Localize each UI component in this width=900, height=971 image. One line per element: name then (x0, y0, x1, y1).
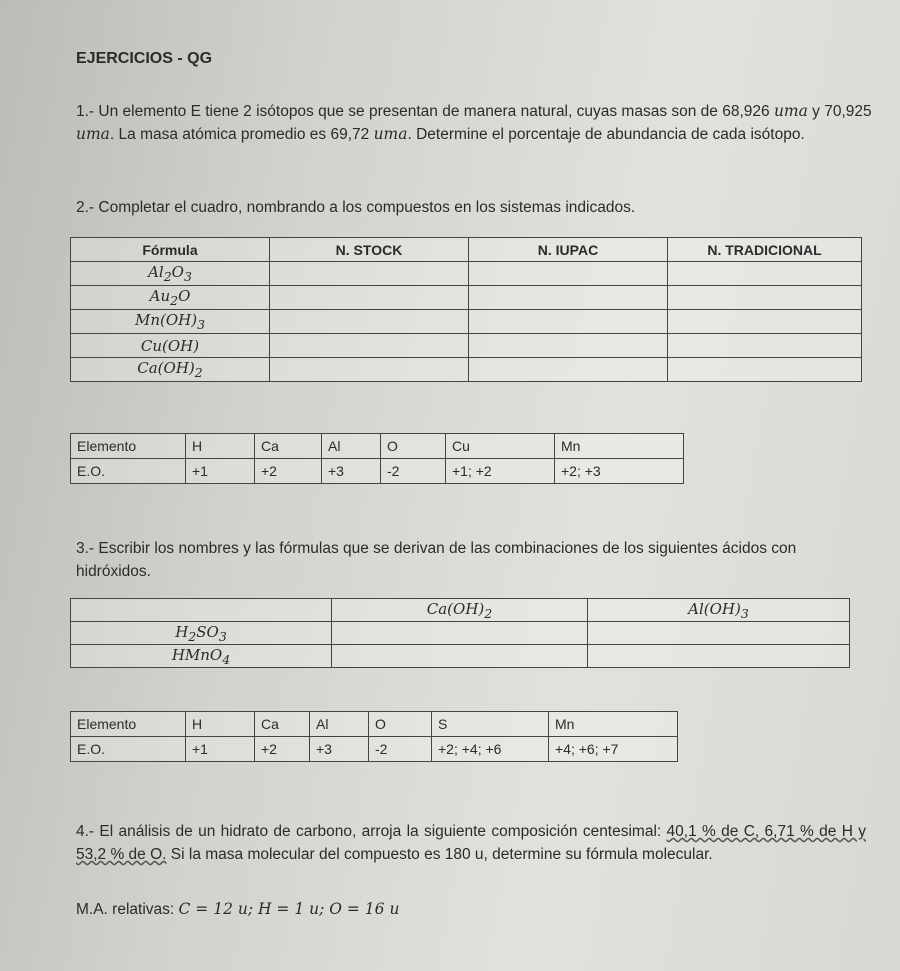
element-cell: Mn (555, 434, 684, 459)
element-cell: H (186, 712, 255, 737)
element-cell: O (381, 434, 446, 459)
answer-cell[interactable] (270, 334, 469, 358)
ex1-text-b: y 70,925 (807, 103, 872, 120)
table-header-row (71, 238, 862, 262)
eo-cell: +2 (255, 459, 322, 484)
answer-cell[interactable] (270, 286, 469, 310)
element-cell: O (369, 712, 432, 737)
answer-cell[interactable] (270, 358, 469, 382)
ex1-unit-a: uma (773, 102, 808, 120)
table-row (71, 645, 850, 668)
formula-cell: $H_2SO_3$ (71, 622, 332, 645)
eo-cell: +3 (322, 459, 381, 484)
answer-cell[interactable] (668, 334, 862, 358)
element-cell: S (432, 712, 549, 737)
masses-values: C = 12 u; H = 1 u; O = 16 u (178, 900, 400, 918)
eo-label: E.O. (71, 459, 186, 484)
answer-cell[interactable] (469, 286, 668, 310)
header-traditional: N. TRADICIONAL (668, 238, 862, 262)
exercise-4 (76, 820, 866, 866)
formula-cell: $Mn(OH)_3$ (71, 310, 270, 334)
eo-cell: +2 (255, 737, 310, 762)
table-row (71, 712, 678, 737)
exercise-1 (76, 100, 876, 146)
oxidation-states-table-2 (70, 711, 678, 762)
formula-cell: HMnO$_4$ (71, 645, 332, 668)
eo-cell: -2 (369, 737, 432, 762)
table-row (71, 622, 850, 645)
ex4-composition: 40,1 % de C, 6,71 % de H y 53,2 % de O. (76, 823, 866, 863)
element-cell: Al (310, 712, 369, 737)
formula-cell: $Al_2O_3$ (71, 262, 270, 286)
header-stock: N. STOCK (270, 238, 469, 262)
ex1-text-c: . La masa atómica promedio es 69,72 (109, 126, 374, 143)
answer-cell[interactable] (588, 622, 850, 645)
table-row (71, 334, 862, 358)
ex1-unit-b: uma (76, 125, 110, 143)
ex1-unit-c: uma (373, 125, 408, 143)
header-aloh3: $Al(OH)_3$ (588, 599, 850, 622)
answer-cell[interactable] (332, 645, 588, 668)
formula-cell: Cu(OH) (71, 334, 270, 358)
table-row (71, 310, 862, 334)
page-title: EJERCICIOS - QG (76, 50, 213, 67)
table-row (71, 358, 862, 382)
answer-cell[interactable] (668, 310, 862, 334)
header-caoh2: $Ca(OH)_2$ (332, 599, 588, 622)
element-cell: Mn (549, 712, 678, 737)
table-header-row (71, 599, 850, 622)
header-formula: Fórmula (71, 238, 270, 262)
table-row (71, 459, 684, 484)
table-row (71, 262, 862, 286)
element-cell: Ca (255, 434, 322, 459)
eo-cell: +1 (186, 737, 255, 762)
answer-cell[interactable] (668, 262, 862, 286)
nomenclature-table (70, 237, 862, 382)
table-row (71, 286, 862, 310)
eo-cell: +1; +2 (446, 459, 555, 484)
eo-cell: +2; +3 (555, 459, 684, 484)
element-cell: Ca (255, 712, 310, 737)
relative-atomic-masses (76, 898, 399, 921)
table-row (71, 434, 684, 459)
exercise-3: 3.- Escribir los nombres y las fórmulas que se derivan de las combinaciones de los siguientes ácidos con hidróxidos. (76, 540, 797, 580)
empty-corner-cell (71, 599, 332, 622)
answer-cell[interactable] (469, 310, 668, 334)
masses-label: M.A. relativas: (76, 901, 179, 918)
exercise-2: 2.- Completar el cuadro, nombrando a los compuestos en los sistemas indicados. (76, 199, 636, 216)
element-label: Elemento (71, 434, 186, 459)
eo-cell: +3 (310, 737, 369, 762)
header-iupac: N. IUPAC (469, 238, 668, 262)
table-row (71, 737, 678, 762)
eo-cell: +4; +6; +7 (549, 737, 678, 762)
ex4-text-a: 4.- El análisis de un hidrato de carbono, arroja la siguiente composición centesimal: (76, 823, 667, 840)
eo-cell: +1 (186, 459, 255, 484)
ex1-text-a: 1.- Un elemento E tiene 2 isótopos que se presentan de manera natural, cuyas masas son de 68,926 (76, 103, 774, 120)
answer-cell[interactable] (588, 645, 850, 668)
ex4-text-b: Si la masa molecular del compuesto es 180 u, determine su fórmula molecular. (166, 846, 713, 863)
answer-cell[interactable] (469, 358, 668, 382)
eo-cell: -2 (381, 459, 446, 484)
answer-cell[interactable] (668, 358, 862, 382)
oxidation-states-table-1 (70, 433, 684, 484)
answer-cell[interactable] (270, 310, 469, 334)
eo-cell: +2; +4; +6 (432, 737, 549, 762)
answer-cell[interactable] (668, 286, 862, 310)
element-cell: Cu (446, 434, 555, 459)
answer-cell[interactable] (469, 262, 668, 286)
element-cell: H (186, 434, 255, 459)
acid-hydroxide-table (70, 598, 850, 668)
element-label: Elemento (71, 712, 186, 737)
eo-label: E.O. (71, 737, 186, 762)
ex1-text-d: . Determine el porcentaje de abundancia de cada isótopo. (407, 126, 805, 143)
answer-cell[interactable] (332, 622, 588, 645)
formula-cell: $Ca(OH)_2$ (71, 358, 270, 382)
formula-cell: $Au_2O$ (71, 286, 270, 310)
element-cell: Al (322, 434, 381, 459)
answer-cell[interactable] (270, 262, 469, 286)
answer-cell[interactable] (469, 334, 668, 358)
